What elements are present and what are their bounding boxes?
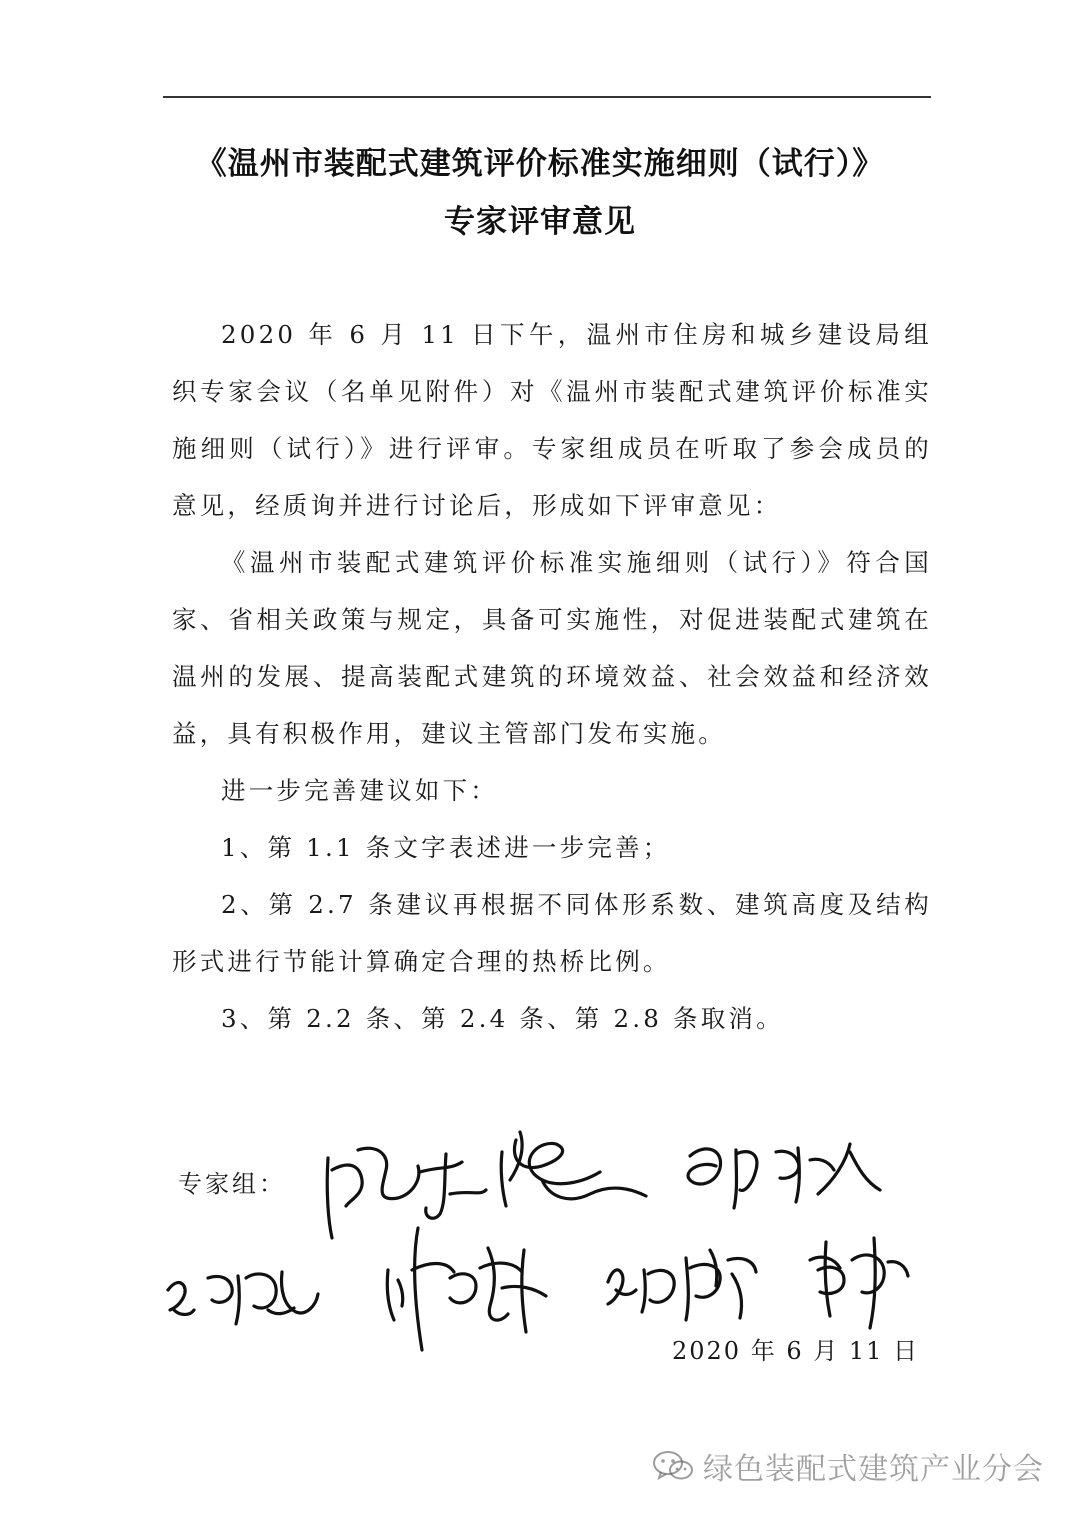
watermark-text: 绿色装配式建筑产业分会 (703, 1452, 1044, 1487)
suggestion-item-2: 2、第 2.7 条建议再根据不同体形系数、建筑高度及结构形式进行节能计算确定合理的热桥比例。 (172, 890, 932, 976)
handwritten-signature-5 (387, 1228, 546, 1350)
header-rule (163, 96, 931, 98)
handwritten-signature-2 (501, 1132, 646, 1206)
body-paragraph-suggestions-heading: 进一步完善建议如下： (221, 776, 498, 805)
handwritten-signatures (150, 1110, 930, 1360)
watermark (651, 1444, 1044, 1488)
suggestion-item-3: 3、第 2.2 条、第 2.4 条、第 2.8 条取消。 (221, 1004, 784, 1033)
handwritten-signature-3 (688, 1144, 880, 1208)
handwritten-signature-1 (327, 1148, 486, 1238)
suggestion-item-1: 1、第 1.1 条文字表述进一步完善； (221, 833, 671, 862)
wechat-icon (651, 1448, 695, 1484)
signature-date: 2020 年 6 月 11 日 (672, 1337, 920, 1365)
body-paragraph-opinion: 《温州市装配式建筑评价标准实施细则（试行）》符合国家、省相关政策与规定，具备可实施性，对促进装配式建筑在温州的发展、提高装配式建筑的环境效益、社会效益和经济效益，具有积极作用，建议主管部门发布实施。 (172, 548, 932, 748)
handwritten-signature-6 (608, 1250, 756, 1320)
expert-group-label: 专家组： (178, 1170, 286, 1198)
document-subtitle: 专家评审意见 (444, 204, 636, 240)
document-body (172, 306, 932, 1047)
handwritten-signature-7 (810, 1238, 908, 1328)
handwritten-signature-4 (168, 1272, 318, 1324)
document-title: 《温州市装配式建筑评价标准实施细则（试行）》 (195, 146, 885, 182)
body-paragraph-intro: 2020 年 6 月 11 日下午，温州市住房和城乡建设局组织专家会议（名单见附件）对《温州市装配式建筑评价标准实施细则（试行）》进行评审。专家组成员在听取了参会成员的意见，经质询并进行讨论后，形成如下评审意见： (172, 320, 932, 520)
